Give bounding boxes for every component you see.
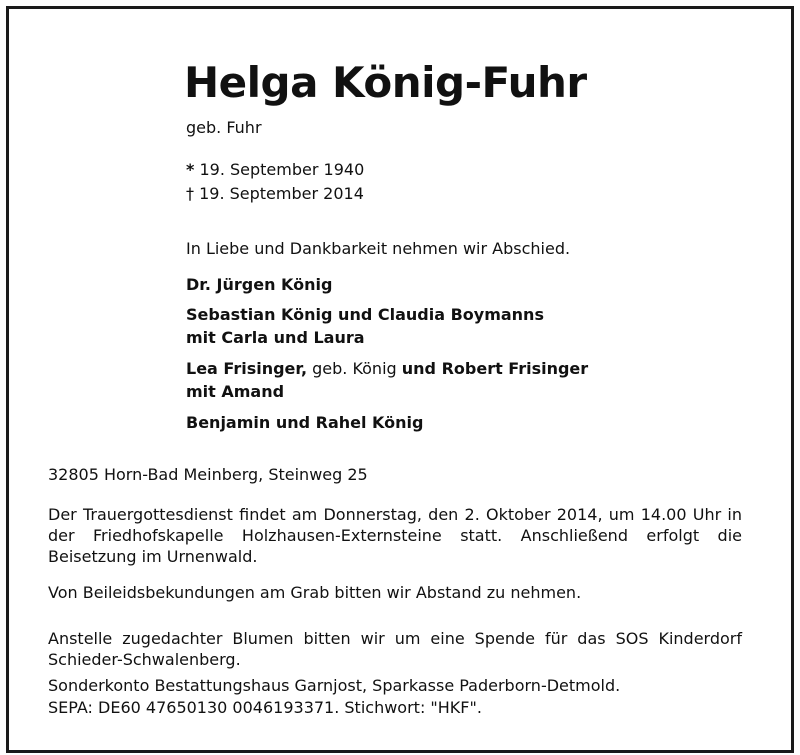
account-info: Sonderkonto Bestattungshaus Garnjost, Sparkasse Paderborn-Detmold.: [48, 676, 621, 695]
death-line: [186, 184, 364, 203]
condolence-note: Von Beileidsbekundungen am Grab bitten wir Abstand zu nehmen.: [48, 583, 582, 602]
mourner-3-children: mit Amand: [186, 382, 285, 401]
donation-note: Anstelle zugedachter Blumen bitten wir um eine Spende für das SOS Kinderdorf Schieder-Schwalenberg.: [48, 629, 742, 669]
service-info: Der Trauergottesdienst findet am Donnerstag, den 2. Oktober 2014, um 14.00 Uhr in der Friedhofskapelle Holzhausen-Externsteine statt. Anschließend erfolgt die Beisetzung im Urnenwald.: [48, 505, 742, 566]
mourner-1: Dr. Jürgen König: [186, 275, 333, 294]
mourner-3: [186, 359, 588, 378]
death-cross-icon: †: [186, 184, 194, 203]
mourner-4: Benjamin und Rahel König: [186, 413, 424, 432]
mourner-2: Sebastian König und Claudia Boymanns: [186, 305, 544, 324]
mourner-3-partner: und Robert Frisinger: [401, 359, 589, 378]
mourner-2-children: mit Carla und Laura: [186, 328, 365, 347]
mourner-3-name: Lea Frisinger,: [186, 359, 308, 378]
death-date: 19. September 2014: [199, 184, 364, 203]
birth-star-icon: *: [186, 160, 195, 179]
address: 32805 Horn-Bad Meinberg, Steinweg 25: [48, 465, 368, 484]
maiden-name: geb. Fuhr: [186, 118, 262, 137]
birth-date: 19. September 1940: [199, 160, 365, 179]
mourner-3-maiden: geb. König: [312, 359, 397, 378]
birth-line: [186, 160, 364, 179]
deceased-name: Helga König-Fuhr: [184, 58, 587, 107]
farewell-text: In Liebe und Dankbarkeit nehmen wir Abschied.: [186, 239, 571, 258]
sepa-info: SEPA: DE60 47650130 0046193371. Stichwort: "HKF".: [48, 698, 482, 717]
